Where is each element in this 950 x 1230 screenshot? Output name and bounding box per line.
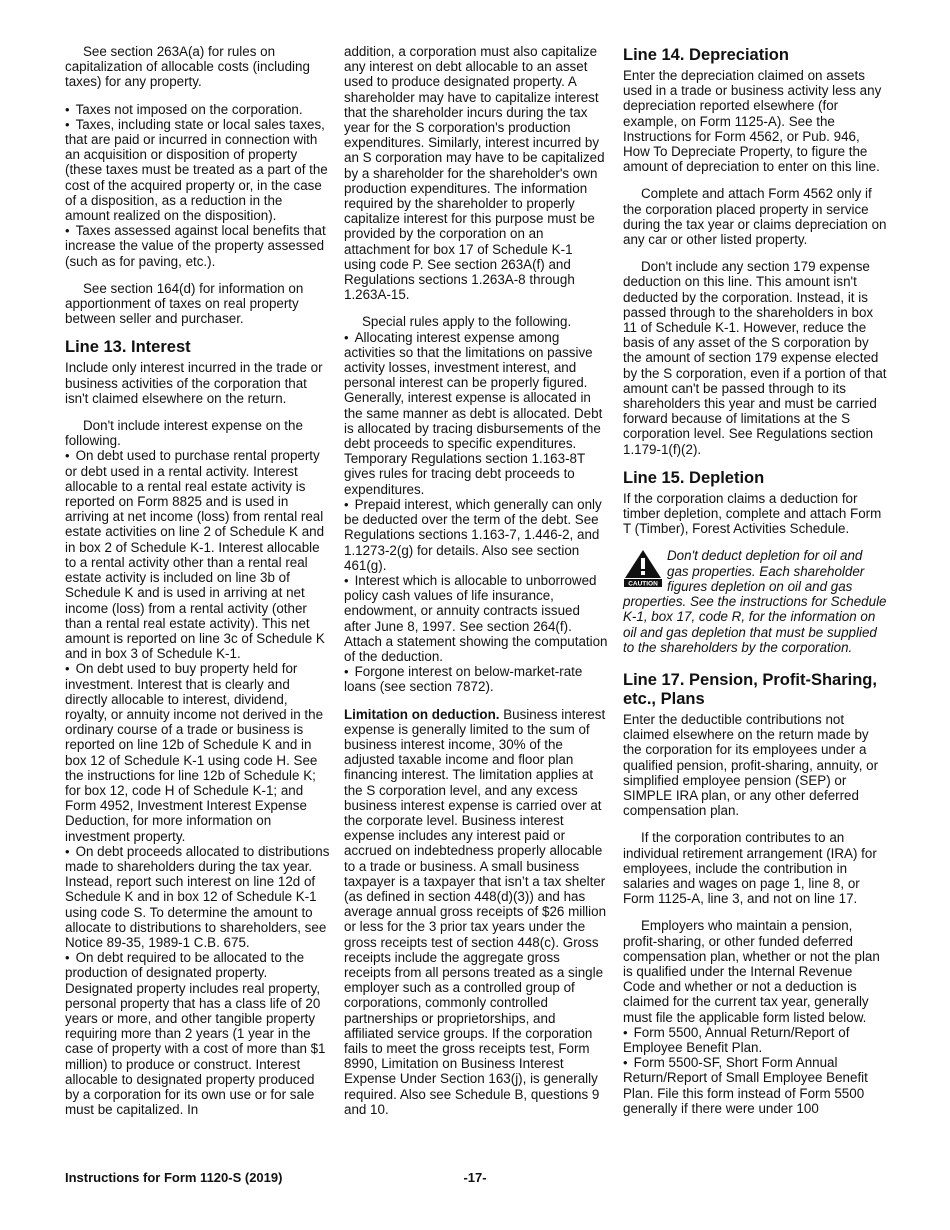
paragraph: Enter the deductible contributions not claimed elsewhere on the return made by the corporation for its employees under a qualified pension, profit-sharing, annuity, or simplified employee pension (SEP) or SIMPLE IRA plan, or any other deferred compensation plan. [623, 711, 879, 819]
list-item: • Prepaid interest, which generally can only be deducted over the term of the debt. See Regulations sections 1.163-7, 1.446-2, and 1.1273-2(g) for details. Also see section 461(g). [344, 497, 608, 573]
list-item: • Form 5500-SF, Short Form Annual Return/Report of Small Employee Benefit Plan. File this form instead of Form 5500 generally if there were under 100 [623, 1055, 887, 1116]
list-item: • Form 5500, Annual Return/Report of Employee Benefit Plan. [623, 1025, 887, 1055]
limitation-paragraph [344, 707, 608, 1117]
list-item: • Taxes assessed against local benefits that increase the value of the property assessed (such as for paving, etc.). [65, 223, 330, 269]
list-item: • Taxes not imposed on the corporation. [65, 102, 330, 117]
line-14-heading: Line 14. Depreciation [623, 46, 789, 64]
paragraph: If the corporation claims a deduction for timber depletion, complete and attach Form T (Timber), Forest Activities Schedule. [623, 490, 882, 537]
list-item: • Taxes, including state or local sales taxes, that are paid or incurred in connection with an acquisition or disposition of property (these taxes must be treated as a part of the cost of the acquired property or, in the case of a disposition, as a reduction in the amount realized on the disposition). [65, 117, 330, 223]
list-item: • On debt required to be allocated to the production of designated property. Designated property includes real property, personal property that has a class life of 20 years or more, and other tangible property requiring more than 2 years (1 year in the case of property with a cost of more than $1 million) to produce or construct. Interest allocable to designated property produced by a corporation for its own use or for sale must be capitalized. In [65, 950, 330, 1117]
list-item: • Forgone interest on below-market-rate loans (see section 7872). [344, 664, 608, 694]
paragraph: See section 263A(a) for rules on capitalization of allocable costs (including taxes) for any property. [65, 44, 310, 90]
limitation-label: Limitation on deduction. [344, 706, 500, 722]
list-item: • On debt proceeds allocated to distributions made to shareholders during the tax year. Instead, report such interest on line 12d of Schedule K and in box 12 of Schedule K-1 using code S. To determine the amount to allocate to distributions to shareholders, see Notice 89-35, 1989-1 C.B. 675. [65, 844, 330, 950]
paragraph: Don't include interest expense on the following. [65, 418, 303, 449]
caution-label: CAUTION [628, 580, 658, 588]
caution-note [623, 548, 887, 654]
paragraph: See section 164(d) for information on apportionment of taxes on real property between seller and purchaser. [65, 280, 304, 327]
caution-icon [623, 548, 663, 588]
column-1 [65, 44, 330, 1129]
caution-text: Don't deduct depletion for oil and gas properties. Each shareholder figures depletion on oil and gas properties. See the instructions for Schedule K-1, box 17, code R, for the information on oil and gas depletion that must be supplied to the shareholders by the corporation. [623, 548, 887, 655]
paragraph: Enter the depreciation claimed on assets used in a trade or business activity less any depreciation reported elsewhere (for example, on Form 1125-A). See the Instructions for Form 4562, or Pub. 946, How To Depreciate Property, to figure the amount of depreciation to enter on this line. [623, 68, 882, 175]
interest-bullet-list [65, 448, 330, 1117]
list-item: • Interest which is allocable to unborrowed policy cash values of life insurance, endowment, or annuity contracts issued after June 8, 1997. See section 264(f). Attach a statement showing the computation of the deduction. [344, 573, 608, 664]
paragraph: Include only interest incurred in the trade or business activities of the corporation that isn't claimed elsewhere on the return. [65, 360, 323, 406]
paragraph: If the corporation contributes to an individual retirement arrangement (IRA) for employees, include the contribution in salaries and wages on page 1, line 8, or Form 1125-A, line 3, and not on line 17. [623, 830, 877, 907]
column-2 [344, 44, 608, 1129]
line-15-heading: Line 15. Depletion [623, 468, 765, 487]
paragraph: Employers who maintain a pension, profit-sharing, or other funded deferred compensation plan, whether or not the plan is qualified under the Internal Revenue Code and whether or not a deduction is claimed for the current tax year, generally must file the applicable form listed below. [623, 918, 880, 1025]
column-3 [623, 44, 887, 1128]
list-item: • On debt used to purchase rental property or debt used in a rental activity. Interest allocable to a rental real estate activity is reported on Form 8825 and is used in arriving at net income (loss) from rental real estate activities on line 2 of Schedule K and in box 2 of Schedule K-1. Interest allocable to a rental activity other than a rental real estate activity is included on line 3b of Schedule K and is used in arriving at net income (loss) from a rental activity (other than a rental real estate activity). This net amount is reported on line 3c of Schedule K and in box 3 of Schedule K-1. [65, 448, 330, 661]
paragraph: Special rules apply to the following. [362, 314, 572, 330]
paragraph: Complete and attach Form 4562 only if the corporation placed property in service during the tax year or claims depreciation on any car or other listed property. [623, 186, 887, 248]
page-number: -17- [463, 1170, 487, 1185]
list-item: • Allocating interest expense among activities so that the limitations on passive activity losses, investment interest, and personal interest can be properly figured. Generally, interest expense is allocated in the same manner as debt is allocated. Debt is allocated by tracing disbursements of the debt proceeds to specific expenditures. Temporary Regulations section 1.163-8T gives rules for tracing debt proceeds to expenditures. [344, 330, 608, 497]
line-13-heading: Line 13. Interest [65, 338, 191, 357]
paragraph: addition, a corporation must also capitalize any interest on debt allocable to an asset used to produce designated property. A shareholder may have to capitalize interest that the shareholder incurs during the tax year for the S corporation's production expenditures. Similarly, interest incurred by an S corporation may have to be capitalized by a shareholder for the shareholder's own production expenditures. The information required by the shareholder to properly capitalize interest for this purpose must be provided by the corporation on an attachment for box 17 of Schedule K-1 using code P. See section 263A(f) and Regulations sections 1.263A-8 through 1.263A-15. [344, 44, 605, 303]
forms-bullet-list [623, 1025, 887, 1116]
line-17-heading: Line 17. Pension, Profit-Sharing, etc., Plans [623, 670, 877, 708]
paragraph: Don't include any section 179 expense deduction on this line. This amount isn't deducted by the corporation. Instead, it is passed through to the shareholders in box 11 of Schedule K-1. However, reduce the basis of any asset of the S corporation by the amount of section 179 expense elected by the S corporation, even if a portion of that amount can't be passed through to its shareholders this year and must be carried forward because of limitations at the S corporation level. See Regulations section 1.179-1(f)(2). [623, 259, 887, 457]
taxes-bullet-list [65, 102, 330, 269]
list-item: • On debt used to buy property held for investment. Interest that is clearly and directly allocable to interest, dividend, royalty, or annuity income not derived in the ordinary course of a trade or business is reported on line 12b of Schedule K and in box 12 of Schedule K-1 using code H. See the instructions for line 12b of Schedule K; for box 12, code H of Schedule K-1; and Form 4952, Investment Interest Expense Deduction, for more information on investment property. [65, 661, 330, 843]
limitation-text: Business interest expense is generally limited to the sum of business interest income, 30% of the adjusted taxable income and floor plan financing interest. The limitation applies at the S corporation level, and any excess business interest expense is carried over at the corporate level. Business interest expense includes any interest paid or accrued on indebtedness properly allocable to a trade or business. A small business taxpayer is a taxpayer that isn’t a tax shelter (as defined in section 448(d)(3)) and has average annual gross receipts of $26 million or less for the 3 prior tax years under the gross receipts test of section 448(c). Gross receipts include the aggregate gross receipts from all persons treated as a single employer such as a controlled group of corporations, commonly controlled partnerships or proprietorships, and affiliated service groups. If the corporation fails to meet the gross receipts test, Form 8990, Limitation on Business Interest Expense Under Section 163(j), is generally required. Also see Schedule B, questions 9 and 10. [344, 706, 607, 1117]
special-rules-bullet-list [344, 330, 608, 695]
footer-form-title: Instructions for Form 1120-S (2019) [65, 1170, 283, 1185]
